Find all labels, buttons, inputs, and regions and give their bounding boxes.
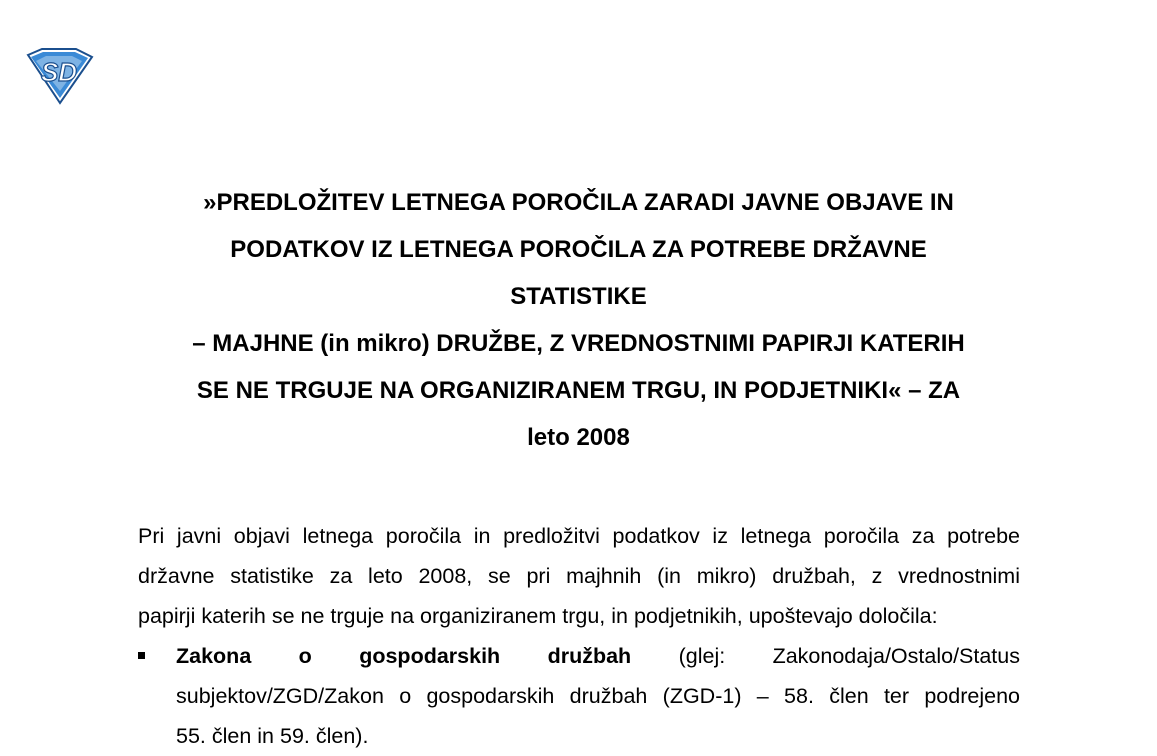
bullet-line: 55. člen in 59. člen). (176, 724, 369, 748)
bullet-bold-text: Zakona o gospodarskih družbah (176, 644, 632, 668)
title-line: STATISTIKE (510, 283, 647, 310)
document-title (130, 179, 1027, 461)
document-body (138, 516, 1020, 756)
title-line: PODATKOV IZ LETNEGA POROČILA ZA POTREBE DRŽAVNE (230, 236, 927, 263)
bullet-line: subjektov/ZGD/Zakon o gospodarskih družbah (ZGD-1) – 58. člen ter podrejeno (176, 684, 1020, 708)
bullet-item (138, 636, 1020, 756)
logo-text: SD (40, 57, 78, 87)
bullet-text: (glej: Zakonodaja/Ostalo/Status (631, 644, 1020, 668)
sd-shield-logo-icon (22, 47, 96, 105)
title-line: SE NE TRGUJE NA ORGANIZIRANEM TRGU, IN PODJETNIKI« – ZA (196, 377, 961, 404)
square-bullet-icon (138, 652, 145, 659)
sd-logo (22, 47, 96, 105)
title-line: leto 2008 (527, 424, 630, 451)
intro-line: Pri javni objavi letnega poročila in predložitvi podatkov iz letnega poročila za potrebe (138, 524, 1020, 548)
intro-paragraph (138, 516, 1020, 636)
title-line: »PREDLOŽITEV LETNEGA POROČILA ZARADI JAVNE OBJAVE IN (203, 189, 954, 216)
intro-line: državne statistike za leto 2008, se pri majhnih (in mikro) družbah, z vrednostnimi (138, 564, 1020, 588)
title-line: – MAJHNE (in mikro) DRUŽBE, Z VREDNOSTNIMI PAPIRJI KATERIH (192, 330, 965, 357)
bullet-line (176, 636, 1020, 676)
intro-line: papirji katerih se ne trguje na organiziranem trgu, in podjetnikih, upoštevajo določila: (138, 604, 938, 628)
